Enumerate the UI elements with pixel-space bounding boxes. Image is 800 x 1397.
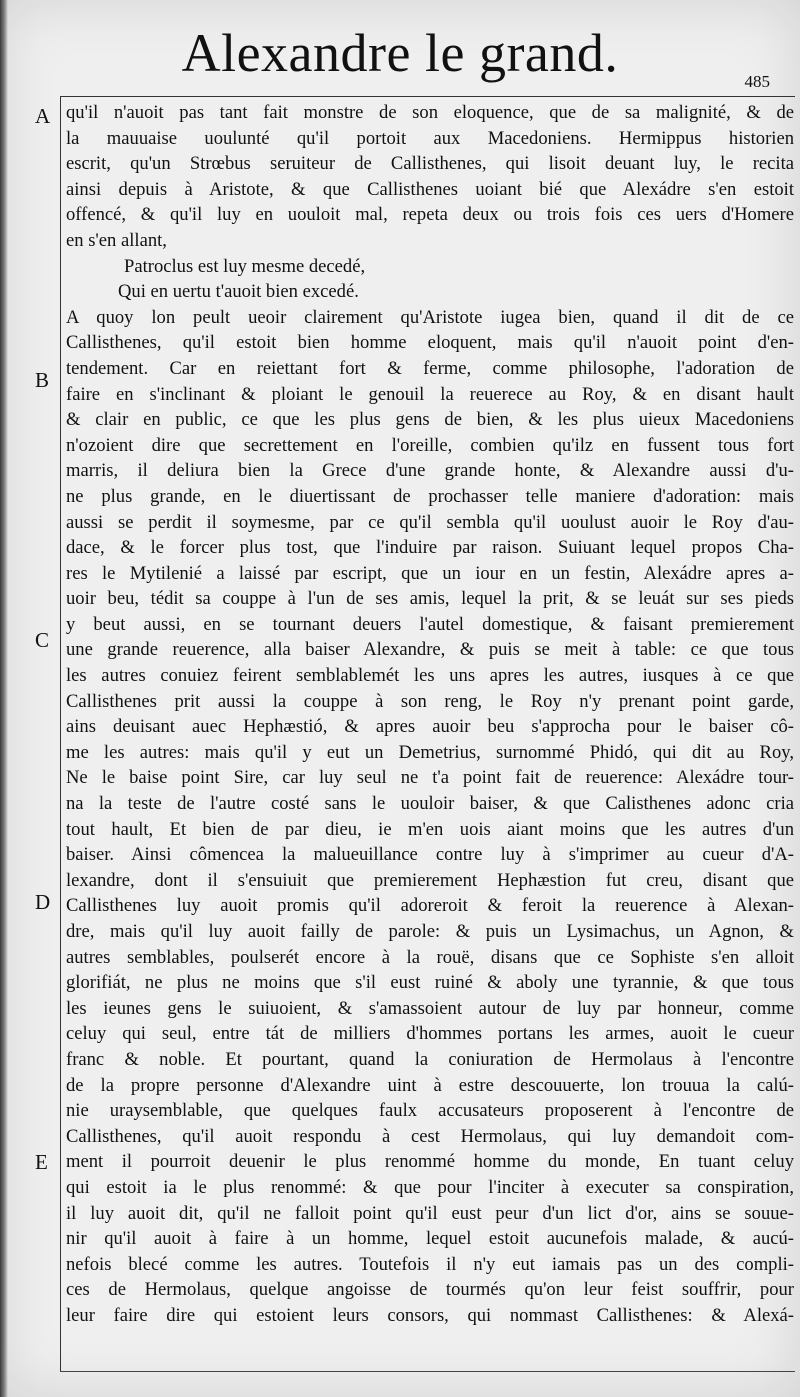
text-line: Callisthenes, qu'il auoit respondu à cest Hermolaus, qui luy demandoit com- xyxy=(66,1125,794,1147)
text-line: baiser. Ainsi cômencea la malueuillance contre luy à s'imprimer au cueur d'A- xyxy=(66,844,794,866)
text-line: offencé, & qu'il luy en uouloit mal, repeta deux ou trois fois ces uers d'Homere xyxy=(66,204,794,226)
text-line: qu'il n'auoit pas tant fait monstre de son eloquence, que de sa malignité, & de xyxy=(66,102,794,123)
text-line: autres semblables, poulserét encore à la rouë, disans que ce Sophiste s'en alloit xyxy=(66,946,794,968)
text-line: tout hault, Et bien de par dieu, ie m'en uois aiant moins que les autres d'un xyxy=(66,818,794,840)
text-line: nefois blecé comme les autres. Toutefois il n'y eut iamais pas un des compli- xyxy=(66,1253,794,1275)
text-line: de la propre personne d'Alexandre uint à estre descouuerte, lon trouua la calú- xyxy=(66,1074,794,1096)
text-line: la mauuaise uoulunté qu'il portoit aux Macedoniens. Hermippus historien xyxy=(66,127,794,149)
text-line: celuy qui seul, entre tát de milliers d'hommes portans les armes, auoit le cueur xyxy=(66,1023,794,1045)
text-line: il luy auoit dit, qu'il ne falloit point qu'il eust peur d'un lict d'or, ains se souue- xyxy=(66,1202,794,1224)
text-line: en s'en allant, xyxy=(66,229,167,251)
verse-line: Patroclus est luy mesme decedé, xyxy=(124,255,366,277)
text-line: & clair en public, ce que les plus gens de bien, & les plus uieux Macedoniens xyxy=(66,409,794,431)
text-line: nie uraysemblable, que quelques faulx accusateurs proposerent à l'encontre de xyxy=(66,1100,794,1122)
text-line: Callisthenes luy auoit promis qu'il adoreroit & feroit la reuerence à Alexan- xyxy=(66,895,794,917)
text-line: n'ozoient dire que secrettement en l'oreille, combien qu'ilz en fussent tous fort xyxy=(66,434,794,456)
text-line: ne plus grande, en le diuertissant de prochasser telle maniere d'adoration: mais xyxy=(66,485,794,507)
text-line: nir qu'il auoit à faire à un homme, lequel estoit aucunefois malade, & aucú- xyxy=(66,1228,794,1250)
text-line: escrit, qu'un Strœbus seruiteur de Callisthenes, qui lisoit deuant luy, le recita xyxy=(66,153,794,175)
margin-letter-e: E xyxy=(35,1150,48,1174)
text-line: ainsi depuis à Aristote, & que Callisthenes uoiant bié que Alexádre s'en estoit xyxy=(66,178,794,200)
text-line: glorifiát, ne plus ne moins que s'il eust ruiné & aboly une tyrannie, & que tous xyxy=(66,972,794,994)
text-line: qui estoit ia le plus renommé: & que pour l'inciter à executer sa conspiration, xyxy=(66,1176,794,1198)
text-line: leur faire dire qui estoient leurs consors, qui nommast Callisthenes: & Alexá- xyxy=(66,1304,794,1326)
text-line: na la teste de l'autre costé sans le uouloir baiser, & que Calisthenes adonc cria xyxy=(66,793,794,815)
text-line: dre, mais qu'il luy auoit failly de parole: & puis un Lysimachus, un Agnon, & xyxy=(66,921,794,942)
text-line: franc & noble. Et pourtant, quand la coniuration de Hermolaus à l'encontre xyxy=(66,1048,794,1070)
text-line: faire en s'inclinant & ploiant le genouil la reuerece au Roy, & en disant hault xyxy=(66,383,794,405)
text-line: A quoy lon peult ueoir clairement qu'Aristote iugea bien, quand il dit de ce xyxy=(66,306,794,328)
text-line: une grande reuerence, alla baiser Alexandre, & puis se meit à table: ce que tous xyxy=(66,639,794,661)
margin-letter-b: B xyxy=(35,368,50,392)
page-number: 485 xyxy=(744,72,770,91)
text-line: aussi se perdit il soymesme, par ce qu'il sembla qu'il uoulust auoir le Roy d'au- xyxy=(66,511,794,533)
text-line: Ne le baise point Sire, car luy seul ne t'a point fait de reuerence: Alexádre tour- xyxy=(66,767,794,789)
page-title: Alexandre le grand. xyxy=(181,23,619,83)
binding-shadow xyxy=(0,0,8,1397)
text-line: les autres conuiez feirent semblablemét les uns apres les autres, iusques à ce que xyxy=(66,665,794,687)
text-line: Callisthenes, qu'il estoit bien homme eloquent, mais qu'il n'auoit point d'en- xyxy=(66,332,794,354)
body-text xyxy=(66,100,794,1329)
text-line: ains deuisant auec Hephæstió, & apres auoir beu s'approcha pour le baiser cô- xyxy=(66,716,794,738)
bottom-rule xyxy=(60,1371,795,1372)
text-line: y beut aussi, en se tournant deuers l'autel domestique, & faisant premierement xyxy=(66,613,794,635)
text-line: dace, & le forcer plus tost, que l'induire par raison. Suiuant lequel propos Cha- xyxy=(66,537,794,559)
left-margin-rule xyxy=(60,96,61,1371)
text-line: Callisthenes prit aussi la couppe à son reng, le Roy n'y prenant point garde, xyxy=(66,690,794,712)
text-line: uoir beu, tédit sa couppe à l'un de ses amis, lequel la prit, & se leuát sur ses pieds xyxy=(66,588,794,610)
margin-letter-d: D xyxy=(35,890,51,914)
text-line: lexandre, dont il s'ensuiuit que premierement Hephæstion fut creu, disant que xyxy=(66,869,794,891)
text-line: res le Mytilenié a laissé par escript, que un iour en un festin, Alexádre apres a- xyxy=(66,562,794,584)
margin-letter-c: C xyxy=(35,628,50,652)
text-line: les ieunes gens le suiuoient, & s'amassoient autour de luy par honneur, comme xyxy=(66,997,794,1019)
verse-line: Qui en uertu t'auoit bien excedé. xyxy=(118,281,359,303)
text-line: ces de Hermolaus, quelque angoisse de tourmés qu'on leur feist souffrir, pour xyxy=(66,1279,794,1301)
text-line: me les autres: mais qu'il y eut un Demetrius, surnommé Phidó, qui dit au Roy, xyxy=(66,741,794,763)
top-rule xyxy=(60,96,795,97)
text-line: ment il pourroit deuenir le plus renommé homme du monde, En tuant celuy xyxy=(66,1151,794,1173)
margin-letter-a: A xyxy=(35,104,51,128)
text-line: marris, il deliura bien la Grece d'une grande honte, & Alexandre aussi d'u- xyxy=(66,460,794,482)
text-line: tendement. Car en reiettant fort & ferme, comme philosophe, l'adoration de xyxy=(66,357,794,379)
